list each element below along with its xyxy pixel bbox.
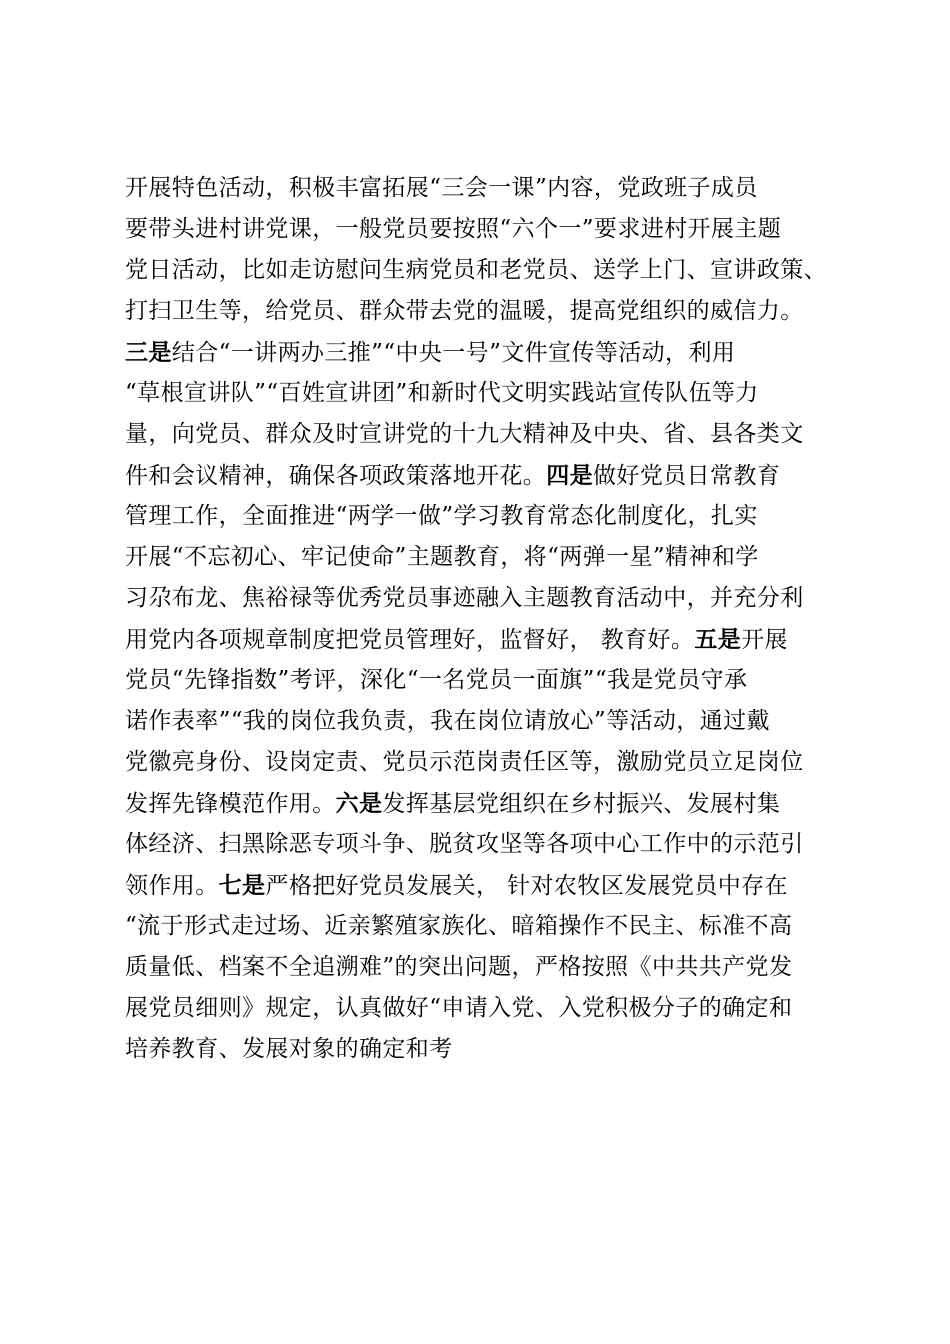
text-segment: 党日活动，比如走访慰问生病党员和老党员、送学上门、宣讲政策、 <box>125 257 827 283</box>
text-line <box>125 291 845 332</box>
bold-ordinal: 四是 <box>546 462 594 489</box>
text-line <box>125 168 845 209</box>
text-segment: “草根宣讲队”“百姓宣讲团”和新时代文明实践站宣传队伍等力 <box>125 380 759 406</box>
body-text <box>125 168 845 1070</box>
text-line <box>125 1029 845 1070</box>
text-segment: 用党内各项规章制度把党员管理好，监督好， 教育好。 <box>125 627 695 653</box>
text-segment: 打扫卫生等，给党员、群众带去党的温暖，提高党组织的威信力。 <box>125 298 804 324</box>
text-segment: 发挥基层党组织在乡村振兴、发展村集 <box>382 791 781 817</box>
bold-ordinal: 七是 <box>218 872 266 899</box>
text-segment: 领作用。 <box>125 873 219 899</box>
text-segment: “流于形式走过场、近亲繁殖家族化、暗箱操作不民主、标准不高 <box>125 913 793 939</box>
text-segment: 管理工作，全面推进“两学一做”学习教育常态化制度化，扎实 <box>125 503 758 529</box>
text-line <box>125 209 845 250</box>
text-line <box>125 373 845 414</box>
text-segment: 开展“不忘初心、牢记使命”主题教育，将“两弹一星”精神和学 <box>125 544 759 570</box>
text-segment: 发挥先锋模范作用。 <box>125 791 336 817</box>
text-line <box>125 414 845 455</box>
text-segment: 做好党员日常教育 <box>593 463 781 489</box>
text-segment: 开展特色活动，积极丰富拓展“三会一课”内容，党政班子成员 <box>125 175 758 201</box>
text-segment: 结合“一讲两办三推”“中央一号”文件宣传等活动，利用 <box>171 340 736 366</box>
text-segment: 要带头进村讲党课，一般党员要按照“六个一”要求进村开展主题 <box>125 216 782 242</box>
text-line <box>125 250 845 291</box>
text-segment: 展党员细则》规定，认真做好“申请入党、入党积极分子的确定和 <box>125 995 793 1021</box>
text-line <box>125 660 845 701</box>
text-line <box>125 455 845 496</box>
text-line <box>125 619 845 660</box>
bold-ordinal: 三是 <box>125 339 172 366</box>
text-segment: 党徽亮身份、设岗定责、党员示范岗责任区等，激励党员立足岗位 <box>125 749 804 775</box>
text-line <box>125 988 845 1029</box>
text-segment: 党员“先锋指数”考评，深化“一名党员一面旗”“我是党员守承 <box>125 667 748 693</box>
text-segment: 量，向党员、群众及时宣讲党的十九大精神及中央、省、县各类文 <box>125 421 804 447</box>
text-segment: 件和会议精神，确保各项政策落地开花。 <box>125 463 547 489</box>
text-line <box>125 783 845 824</box>
text-segment: 质量低、档案不全追溯难”的突出问题，严格按照《中共共产党发 <box>125 954 793 980</box>
text-line <box>125 742 845 783</box>
text-segment: 习尕布龙、焦裕禄等优秀党员事迹融入主题教育活动中，并充分利 <box>125 585 804 611</box>
text-line <box>125 824 845 865</box>
text-line <box>125 906 845 947</box>
text-line <box>125 537 845 578</box>
text-line <box>125 865 845 906</box>
text-line <box>125 701 845 742</box>
text-segment: 培养教育、发展对象的确定和考 <box>125 1036 453 1062</box>
bold-ordinal: 六是 <box>335 790 383 817</box>
bold-ordinal: 五是 <box>694 626 742 653</box>
text-segment: 体经济、扫黑除恶专项斗争、脱贫攻坚等各项中心工作中的示范引 <box>125 831 804 857</box>
text-line <box>125 947 845 988</box>
text-line <box>125 578 845 619</box>
text-line <box>125 496 845 537</box>
text-segment: 严格把好党员发展关， 针对农牧区发展党员中存在 <box>265 873 788 899</box>
text-segment: 诺作表率”“我的岗位我负责，我在岗位请放心”等活动，通过戴 <box>125 708 770 734</box>
text-segment: 开展 <box>741 627 788 653</box>
text-line <box>125 332 845 373</box>
